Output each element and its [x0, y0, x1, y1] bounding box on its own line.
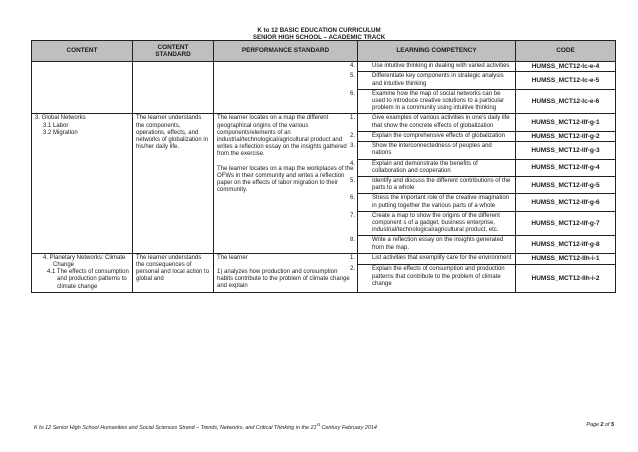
document-subtitle: SENIOR HIGH SCHOOL – ACADEMIC TRACK — [252, 34, 386, 41]
competency-cell: 5. Differentiate key components in strategic analysis and intuitive thinking — [358, 72, 516, 89]
code-cell: HUMSS_MCT12-IIf-g-3 — [516, 142, 616, 159]
code-cell: HUMSS_MCT12-IIf-g-6 — [516, 194, 616, 211]
competency-cell: 4. Use intuitive thinking in dealing with varied activities — [358, 62, 516, 72]
performance-standard-cell: The learner 1) analyzes how production and consumption habits contribute to the problem of climate change and explain — [214, 253, 358, 292]
competency-cell: 5. Identify and discuss the different contributions of the parts to a whole — [358, 177, 516, 194]
column-header-content: CONTENT — [32, 41, 133, 62]
competency-cell: 7. Create a map to show the origins of the different component s of a gadget, business enterprise, industrial/technological/agricultural product, etc. — [358, 211, 516, 236]
competency-cell: 8. Write a reflection essay on the insights generated from the map. — [358, 236, 516, 253]
code-cell: HUMSS_MCT12-IIf-g-5 — [516, 177, 616, 194]
table-row — [32, 253, 616, 265]
code-cell: HUMSS_MCT12-IIh-i-2 — [516, 265, 616, 292]
performance-standard-cell — [214, 62, 358, 114]
table-header-row — [32, 41, 616, 62]
page-footer: K to 12 Senior High School Humanities and Social Sciences Strand – Trends, Networks, and Critical Thinking in the 21st Century February 2014 — [34, 422, 377, 431]
code-cell: HUMSS_MCT12-IIf-g-1 — [516, 114, 616, 131]
code-cell: HUMSS_MCT12-IIf-g-7 — [516, 211, 616, 236]
document-title: K to 12 BASIC EDUCATION CURRICULUM — [257, 27, 381, 34]
competency-cell: 6. Stress the important role of the creative imagination in putting together the various parts of a whole — [358, 194, 516, 211]
content-cell — [32, 62, 133, 114]
competency-cell: 4. Explain and demonstrate the benefits of collaboration and cooperation — [358, 159, 516, 176]
column-header-performance-standard: PERFORMANCE STANDARD — [214, 41, 358, 62]
code-cell: HUMSS_MCT12-Ic-e-4 — [516, 62, 616, 72]
code-cell: HUMSS_MCT12-Ic-e-5 — [516, 72, 616, 89]
code-cell: HUMSS_MCT12-IIf-g-4 — [516, 159, 616, 176]
competency-cell: 3. Show the interconnectedness of peoples and nations — [358, 142, 516, 159]
table-row — [32, 114, 616, 131]
page-number: Page 2 of 5 — [586, 422, 614, 428]
curriculum-table — [31, 40, 616, 293]
code-cell: HUMSS_MCT12-IIf-g-2 — [516, 131, 616, 141]
column-header-code: CODE — [516, 41, 616, 62]
code-cell: HUMSS_MCT12-Ic-e-6 — [516, 89, 616, 114]
content-standard-cell — [133, 62, 214, 114]
column-header-learning-competency: LEARNING COMPETENCY — [358, 41, 516, 62]
competency-cell: 1. Give examples of various activities in one's daily life that show the concrete effects of globalization — [358, 114, 516, 131]
content-cell: 4. Planetary Networks: Climate Change 4.1 The effects of consumption and production patterns to climate change — [32, 253, 133, 292]
content-standard-cell: The learner understands the consequences of personal and local action to global and — [133, 253, 214, 292]
competency-cell: 6. Examine how the map of social networks can be used to introduce creative solutions to a particular problem in a community using intuitive thinking — [358, 89, 516, 114]
content-cell: 3. Global Networks 3.1 Labor 3.2 Migration — [32, 114, 133, 253]
competency-cell: 1. List activities that exemplify care for the environment — [358, 253, 516, 265]
competency-cell: 2. Explain the comprehensive effects of globalization — [358, 131, 516, 141]
code-cell: HUMSS_MCT12-IIf-g-8 — [516, 236, 616, 253]
content-standard-cell: The learner understands the components, operations, effects, and networks of globalization in his/her daily life. — [133, 114, 214, 253]
column-header-content-standard: CONTENT STANDARD — [133, 41, 214, 62]
code-cell: HUMSS_MCT12-IIh-i-1 — [516, 253, 616, 265]
competency-cell: 2. Explain the effects of consumption and production patterns that contribute to the problem of climate change — [358, 265, 516, 292]
performance-standard-cell: The learner locates on a map the different geographical origins of the various components/elements of an industrial/technological/agricultural product and writes a reflection essay on the insights gathered from the exercise. The learner locates on a map the workplaces of the OFWs in their community and writes a reflection paper on the effects of labor migration to their community. — [214, 114, 358, 253]
table-row — [32, 62, 616, 72]
